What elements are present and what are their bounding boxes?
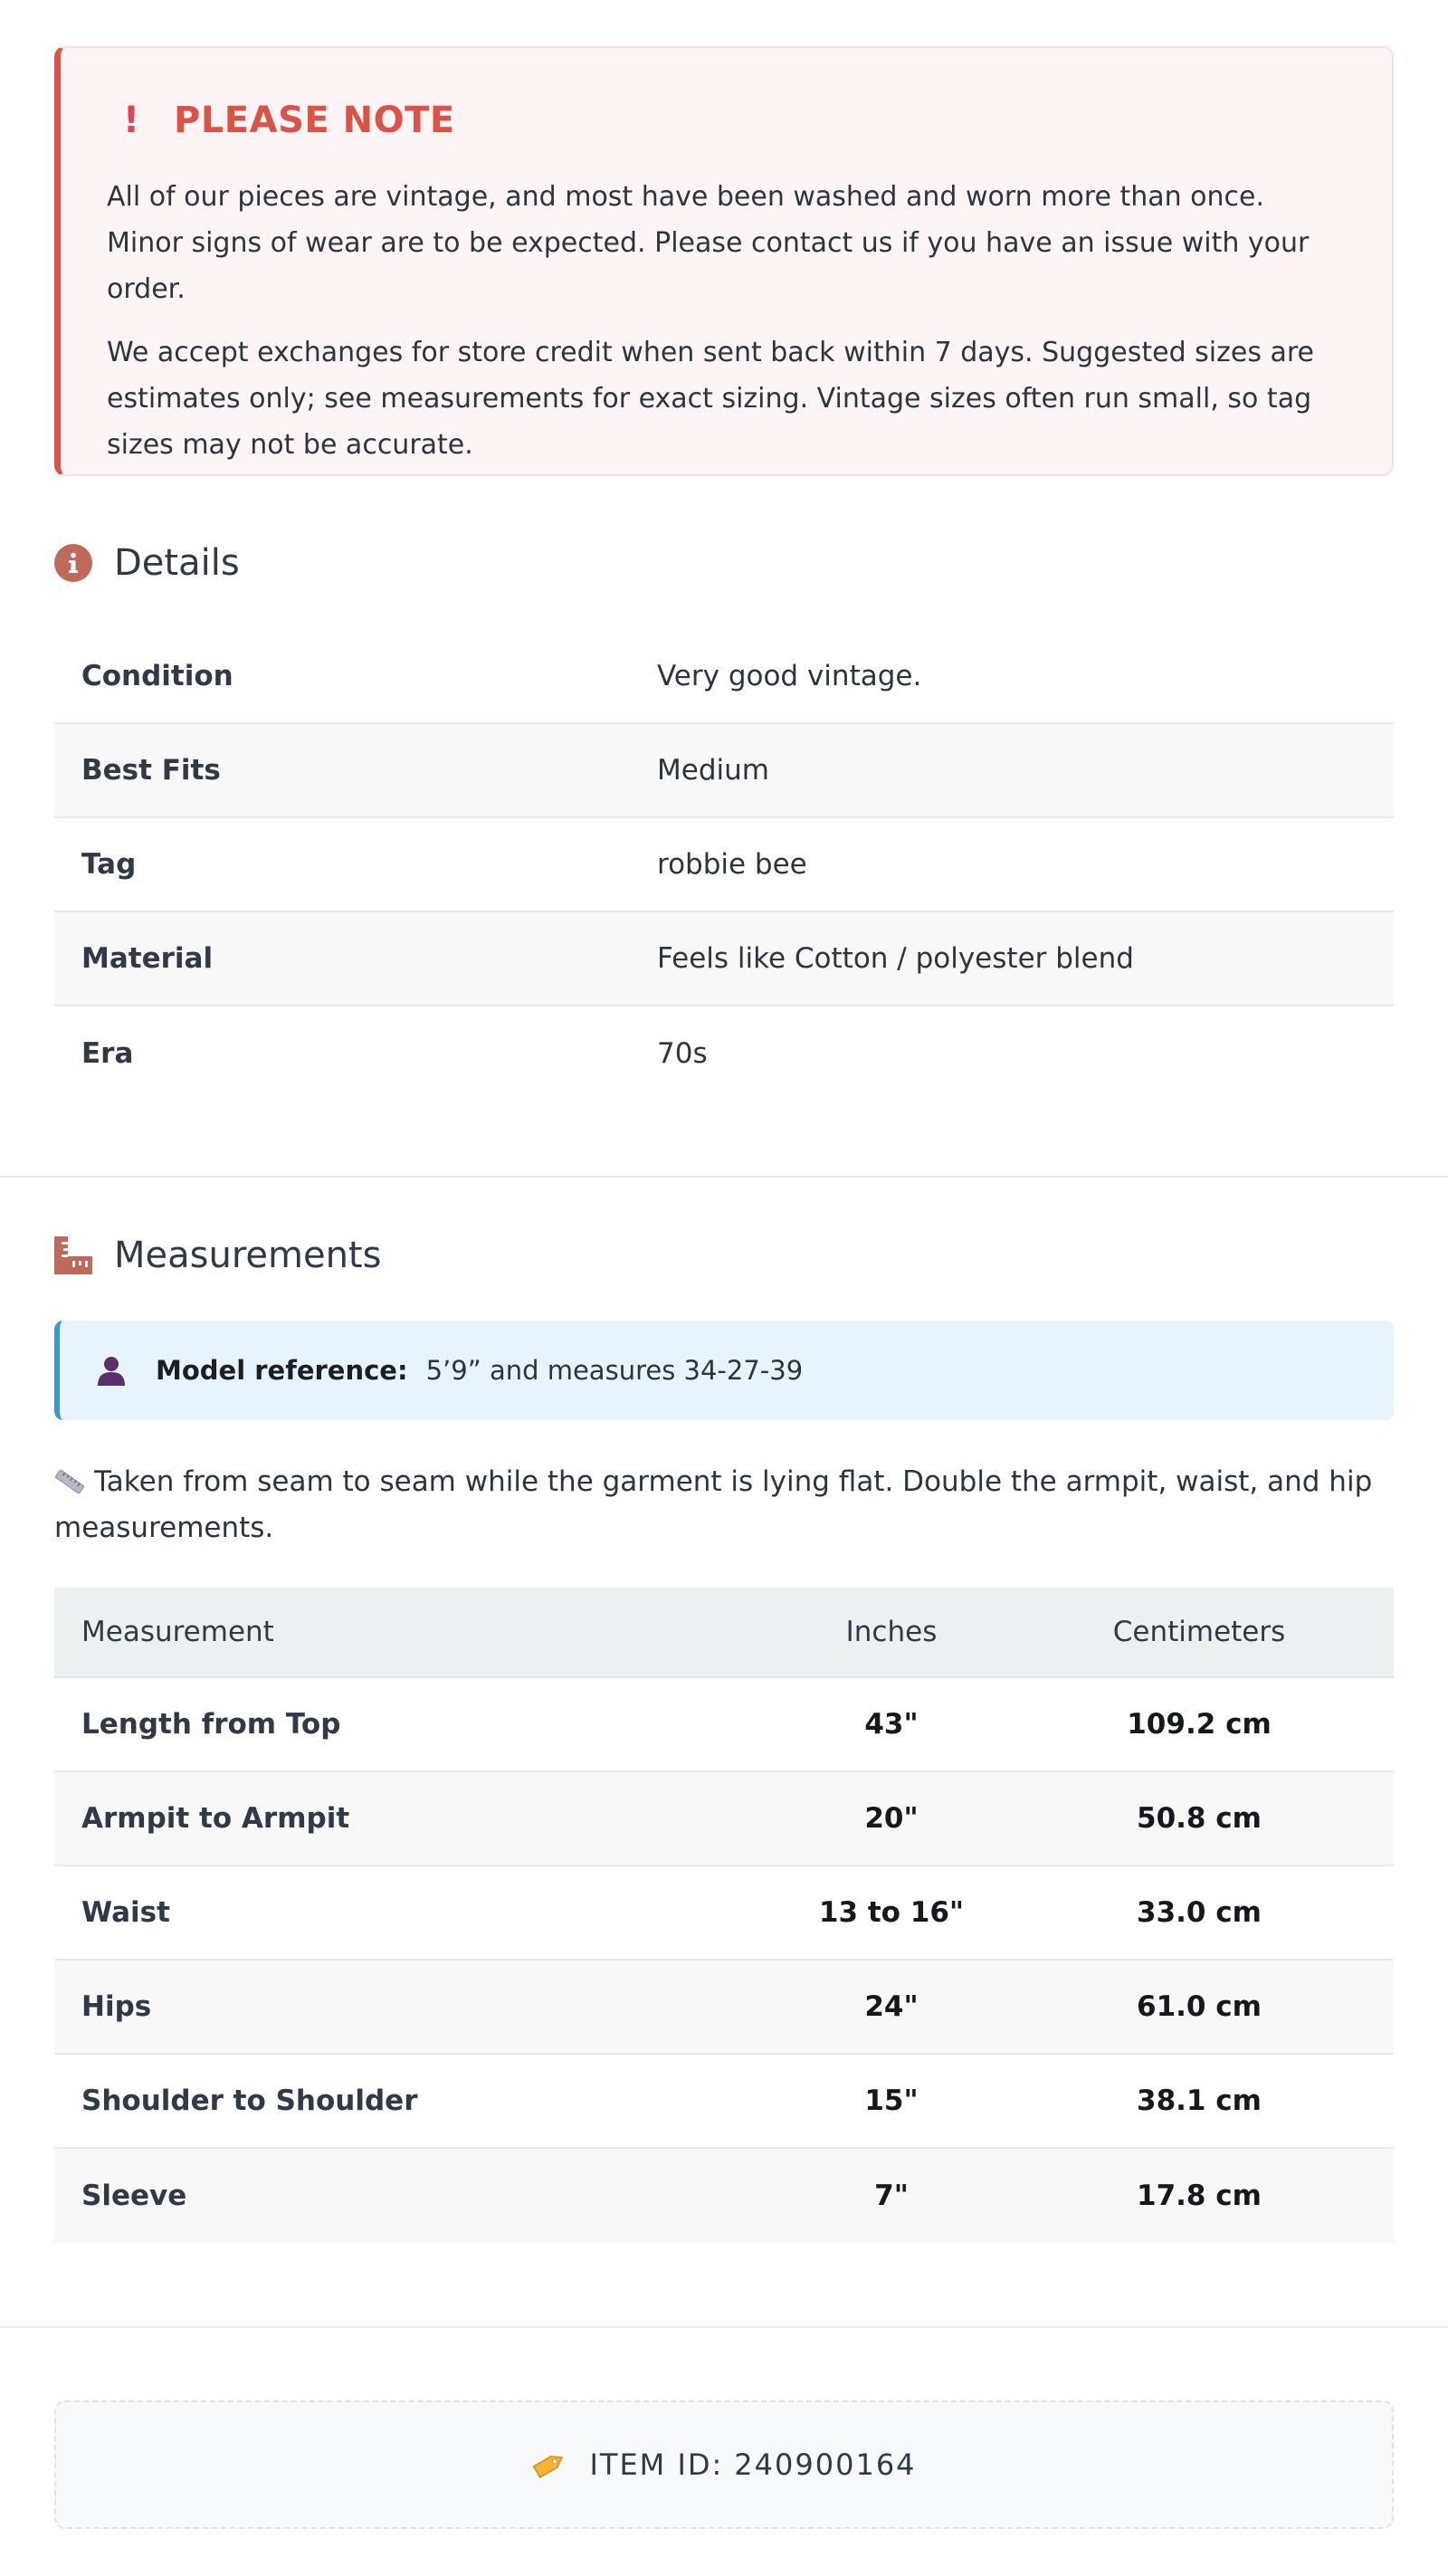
measurement-name: Waist	[81, 1896, 170, 1929]
measurement-cm: 109.2 cm	[1127, 1708, 1272, 1741]
measurement-cm: 38.1 cm	[1137, 2085, 1262, 2117]
section-divider	[0, 1176, 1448, 1178]
details-label: Era	[81, 1037, 134, 1070]
please-note-title: PLEASE NOTE	[174, 100, 455, 141]
measurement-note-text: Taken from seam to seam while the garment is lying flat. Double the armpit, waist, and hip measurements.	[54, 1465, 1373, 1544]
details-row	[54, 912, 1394, 1007]
item-id-value: 240900164	[734, 2447, 917, 2482]
table-row	[54, 2149, 1394, 2243]
straight-ruler-icon	[54, 1463, 85, 1488]
info-circle-icon	[54, 544, 92, 582]
details-label: Condition	[81, 660, 233, 692]
section-divider	[0, 2326, 1448, 2328]
details-value: Medium	[657, 754, 769, 787]
details-table	[54, 630, 1394, 1101]
measurement-cm: 17.8 cm	[1137, 2180, 1262, 2212]
details-value: 70s	[657, 1037, 708, 1070]
table-row	[54, 1772, 1394, 1866]
details-value: robbie bee	[657, 848, 807, 881]
measurement-cm: 50.8 cm	[1137, 1802, 1262, 1835]
item-id-label: ITEM ID:	[589, 2447, 724, 2482]
column-header-inches: Inches	[845, 1616, 938, 1648]
details-value: Very good vintage.	[657, 660, 922, 692]
measurement-inches: 20"	[864, 1802, 919, 1835]
measurement-inches: 43"	[864, 1708, 919, 1741]
measurement-cm: 61.0 cm	[1137, 1990, 1262, 2023]
item-id-text	[589, 2447, 916, 2482]
model-reference-label: Model reference:	[156, 1355, 408, 1386]
item-id-box	[54, 2400, 1394, 2529]
details-row	[54, 630, 1394, 724]
please-note-header	[107, 95, 1347, 146]
please-note-paragraph-1: All of our pieces are vintage, and most have been washed and worn more than once. Minor signs of wear are to be expected. Please contact us if you have an issue with your order.	[107, 181, 1310, 305]
measurements-title: Measurements	[114, 1235, 382, 1276]
measurement-inches: 24"	[864, 1990, 919, 2023]
model-reference-value: 5’9” and measures 34-27-39	[425, 1355, 804, 1386]
measurement-name: Shoulder to Shoulder	[81, 2085, 418, 2117]
ruler-icon	[54, 1236, 92, 1274]
person-icon	[96, 1355, 127, 1386]
details-header	[54, 536, 1394, 590]
please-note-paragraph-2: We accept exchanges for store credit when sent back within 7 days. Suggested sizes are estimates only; see measurements for exact sizing. Vintage sizes often run small, so tag sizes may not be accurate.	[107, 337, 1315, 461]
details-row	[54, 1007, 1394, 1101]
details-title: Details	[114, 542, 240, 584]
measurements-table	[54, 1588, 1394, 2243]
measurements-table-header	[54, 1588, 1394, 1678]
measurement-note	[54, 1459, 1394, 1551]
column-header-measurement: Measurement	[81, 1616, 274, 1648]
details-row	[54, 818, 1394, 912]
measurement-inches: 15"	[864, 2085, 919, 2117]
please-note-box	[54, 46, 1394, 476]
exclamation-icon: !	[122, 100, 140, 141]
column-header-centimeters: Centimeters	[1112, 1616, 1286, 1648]
details-label: Best Fits	[81, 754, 221, 787]
measurement-name: Length from Top	[81, 1708, 341, 1741]
table-row	[54, 1678, 1394, 1772]
measurement-inches: 13 to 16"	[818, 1896, 965, 1929]
measurement-name: Hips	[81, 1990, 152, 2023]
details-value: Feels like Cotton / polyester blend	[657, 942, 1134, 975]
table-row	[54, 2055, 1394, 2149]
details-row	[54, 724, 1394, 818]
table-row	[54, 1961, 1394, 2055]
tag-icon	[531, 2449, 567, 2480]
measurement-inches: 7"	[874, 2180, 909, 2212]
measurement-name: Sleeve	[81, 2180, 187, 2212]
measurement-name: Armpit to Armpit	[81, 1802, 350, 1835]
details-label: Material	[81, 942, 214, 975]
model-reference-box	[54, 1321, 1394, 1420]
details-label: Tag	[81, 848, 137, 881]
table-row	[54, 1866, 1394, 1961]
measurements-header	[54, 1228, 1394, 1283]
measurement-cm: 33.0 cm	[1137, 1896, 1262, 1929]
